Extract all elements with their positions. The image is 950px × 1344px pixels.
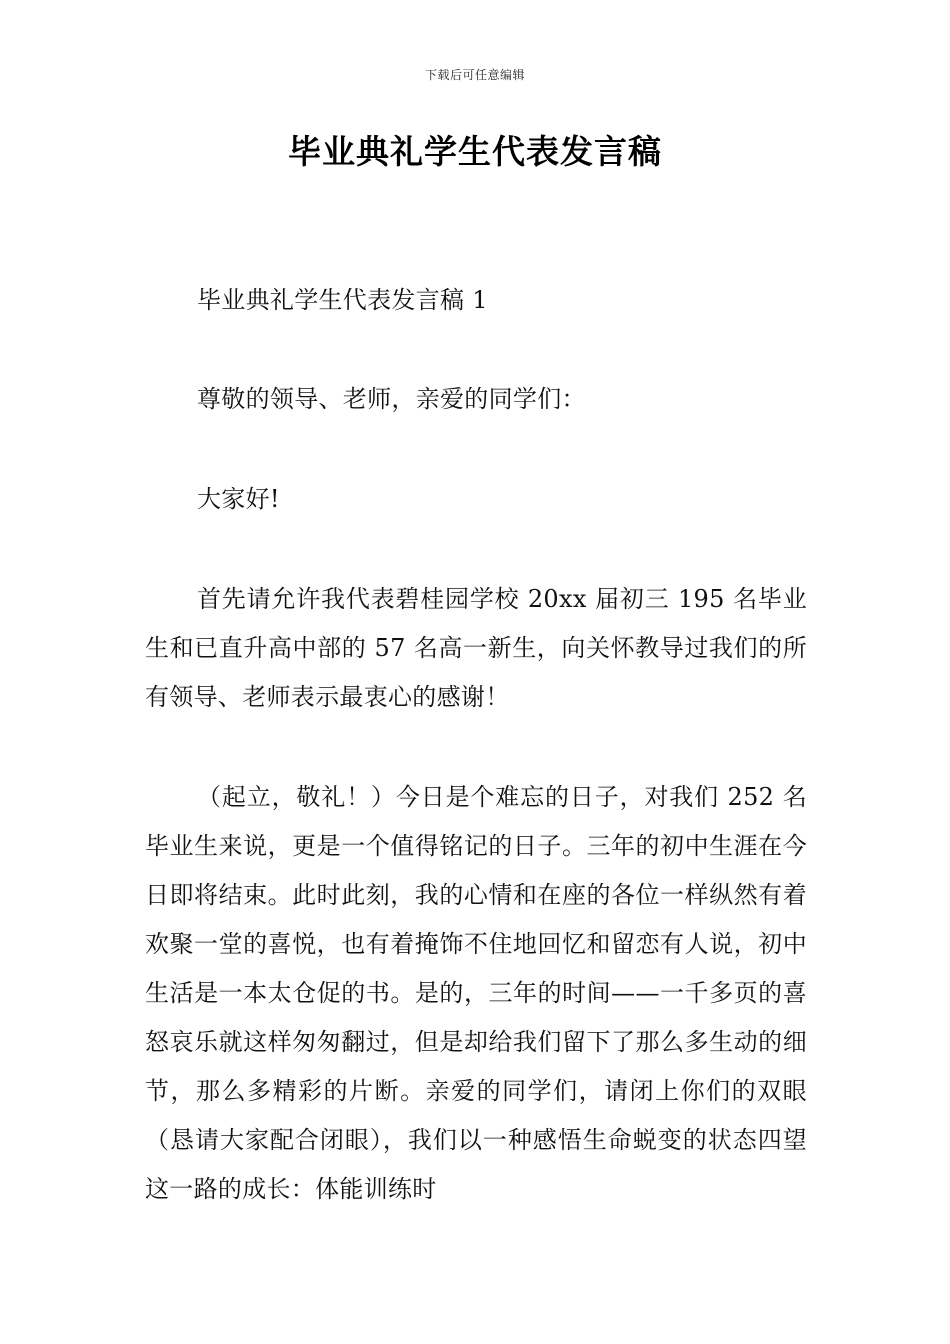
header-note: 下载后可任意编辑 (424, 68, 525, 82)
body-paragraph-2: （起立，敬礼！）今日是个难忘的日子，对我们 252 名毕业生来说，更是一个值得铭记的日子。三年的初中生涯在今日即将结束。此时此刻，我的心情和在座的各位一样纵然有着欢聚一堂的喜悦，也有着掩饰不住地回忆和留恋有人说，初中生活是一本太仓促的书。是的，三年的时间——一千多页的喜怒哀乐就这样匆匆翻过，但是却给我们留下了那么多生动的细节，那么多精彩的片断。亲爱的同学们，请闭上你们的双眼（恳请大家配合闭眼），我们以一种感悟生命蜕变的状态四望这一路的成长：体能训练时 (145, 783, 807, 1203)
document-title: 毕业典礼学生代表发言稿 (288, 132, 662, 171)
section-subtitle: 毕业典礼学生代表发言稿 1 (197, 286, 488, 314)
greeting-paragraph: 尊敬的领导、老师，亲爱的同学们： (197, 385, 586, 413)
body-paragraph-1: 首先请允许我代表碧桂园学校 20xx 届初三 195 名毕业生和已直升高中部的 57 名高一新生，向关怀教导过我们的所有领导、老师表示最衷心的感谢！ (145, 585, 807, 711)
hello-paragraph: 大家好! (197, 485, 280, 513)
